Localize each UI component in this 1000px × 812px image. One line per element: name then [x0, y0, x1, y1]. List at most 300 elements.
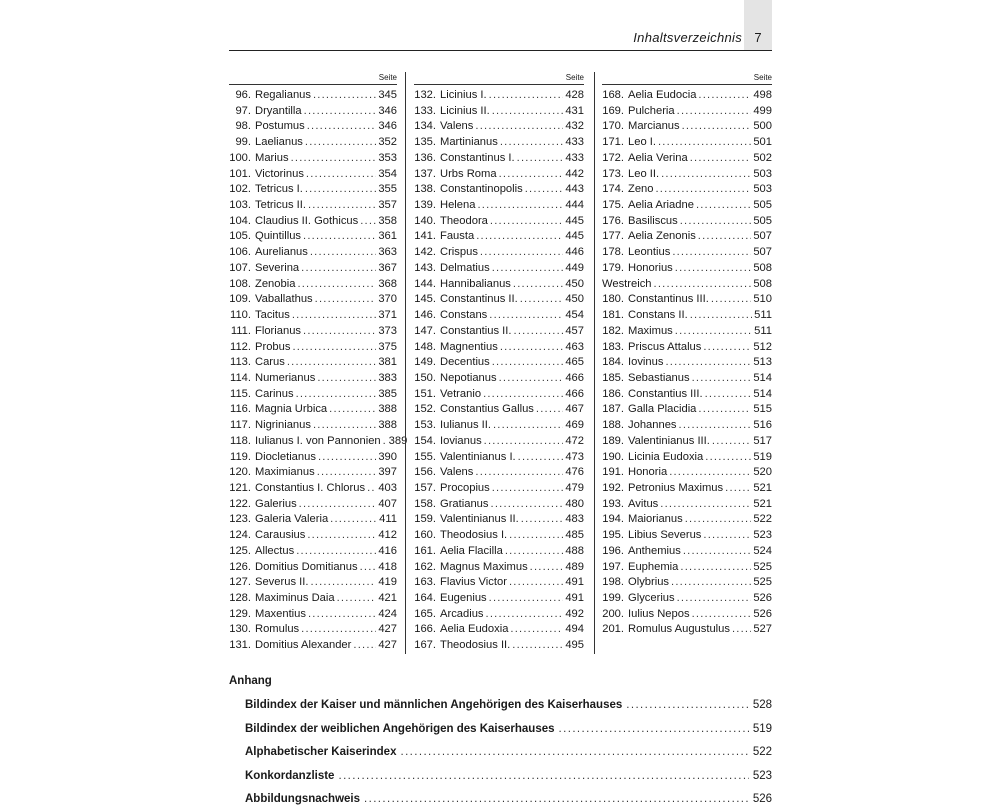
entry-page: 472	[565, 434, 584, 447]
dot-leader	[658, 135, 751, 151]
entry-number: 165.	[414, 607, 436, 620]
entry-name: Basiliscus	[628, 214, 678, 227]
toc-entry	[602, 387, 772, 403]
dot-leader	[308, 607, 376, 623]
dot-leader	[696, 198, 751, 214]
entry-page: 383	[378, 371, 397, 384]
entry-name: Delmatius	[440, 261, 490, 274]
toc-entry	[229, 638, 397, 654]
dot-leader	[305, 135, 376, 151]
toc-entry	[229, 371, 397, 387]
dot-leader	[360, 560, 377, 576]
entry-number: 144.	[414, 277, 436, 290]
entry-page: 491	[565, 576, 584, 589]
entry-name: Leo II.	[628, 167, 660, 180]
entry-name: Marcianus	[628, 120, 680, 133]
toc-entry	[229, 198, 397, 214]
dot-leader	[483, 387, 563, 403]
entry-name: Severus II.	[255, 576, 309, 589]
dot-leader	[317, 465, 377, 481]
entry-page: 352	[378, 136, 397, 149]
toc-entry	[414, 418, 584, 434]
entry-name: Theodosius II.	[440, 639, 511, 652]
toc-entry	[414, 622, 584, 638]
dot-leader	[489, 88, 564, 104]
entry-number: 148.	[414, 340, 436, 353]
dot-leader	[492, 104, 564, 120]
dot-leader	[330, 512, 377, 528]
entry-name: Constantinus I.	[440, 151, 515, 164]
entry-page: 516	[753, 419, 772, 432]
entry-page: 428	[565, 89, 584, 101]
toc-entry	[229, 481, 397, 497]
toc-entry	[602, 434, 772, 450]
anhang-entry-label: Konkordanzliste	[245, 769, 335, 782]
dot-leader	[500, 135, 564, 151]
entry-name: Florianus	[255, 324, 302, 337]
anhang-entry-label: Abbildungsnachweis	[245, 793, 361, 805]
entry-page: 445	[565, 214, 584, 227]
toc-entry	[414, 308, 584, 324]
toc-entry	[414, 182, 584, 198]
anhang-entry	[245, 718, 772, 742]
entry-page: 517	[753, 434, 772, 447]
entry-name: Maximus	[628, 324, 673, 337]
dot-leader	[492, 481, 564, 497]
toc-entry	[414, 465, 584, 481]
entry-number: 162.	[414, 560, 436, 573]
toc-entry	[602, 135, 772, 151]
entry-name: Maxentius	[255, 607, 306, 620]
toc-entry	[602, 622, 772, 638]
entry-page: 354	[378, 167, 397, 180]
dot-leader	[499, 371, 564, 387]
entry-name: Carausius	[255, 529, 306, 542]
entry-page: 375	[378, 340, 397, 353]
dot-leader	[329, 402, 376, 418]
entry-number: 117.	[230, 419, 251, 432]
entry-name: Carus	[255, 356, 285, 369]
dot-leader	[677, 591, 752, 607]
entry-number: 126.	[229, 560, 251, 573]
toc-entry	[414, 167, 584, 183]
entry-number: 104.	[229, 214, 251, 227]
seite-label: Seite	[414, 72, 584, 85]
entry-page: 512	[753, 340, 772, 353]
entry-number: 180.	[602, 293, 624, 306]
dot-leader	[677, 104, 752, 120]
entry-number: 185.	[602, 371, 624, 384]
entry-name: Valentinianus III.	[628, 434, 710, 447]
entry-page: 411	[379, 513, 397, 526]
entry-page: 416	[378, 544, 397, 557]
entry-page: 346	[378, 120, 397, 133]
entry-name: Zenobia	[255, 277, 296, 290]
toc-entry	[229, 135, 397, 151]
entry-number: 138.	[414, 183, 436, 196]
entry-name: Regalianus	[255, 89, 311, 101]
dot-leader	[338, 765, 748, 789]
entry-name: Numerianus	[255, 371, 316, 384]
entry-page: 526	[753, 592, 772, 604]
entry-name: Olybrius	[628, 576, 670, 589]
dot-leader	[475, 119, 563, 135]
entry-page: 388	[378, 419, 397, 432]
entry-page: 381	[378, 356, 397, 369]
entry-number: 183.	[602, 340, 624, 353]
entry-number: 161.	[414, 544, 436, 557]
dot-leader	[559, 718, 749, 742]
entry-page: 514	[753, 387, 772, 400]
entry-number: 190.	[602, 450, 624, 463]
toc-entry	[414, 261, 584, 277]
entry-page: 433	[565, 151, 584, 164]
entry-name: Euphemia	[628, 560, 679, 573]
toc-entry	[414, 575, 584, 591]
toc-entry	[414, 387, 584, 403]
dot-leader	[705, 450, 751, 466]
dot-leader	[536, 402, 563, 418]
toc-entry	[229, 544, 397, 560]
entry-name: Flavius Victor	[440, 576, 507, 589]
entry-name: Tetricus II.	[255, 199, 306, 212]
entry-page: 524	[753, 544, 772, 557]
entry-name: Urbs Roma	[440, 167, 497, 180]
toc-entry	[414, 151, 584, 167]
dot-leader	[517, 151, 564, 167]
anhang-entry	[245, 741, 772, 765]
column-divider	[405, 72, 406, 654]
entry-number: 196.	[602, 544, 624, 557]
toc-entry	[602, 575, 772, 591]
toc-entry	[229, 387, 397, 403]
toc-entry	[414, 544, 584, 560]
entry-number: 121.	[229, 481, 251, 494]
entry-page: 371	[378, 309, 397, 322]
entry-name: Constantius III.	[628, 387, 703, 400]
entry-name: Domitius Domitianus	[255, 560, 358, 573]
entry-name: Crispus	[440, 246, 478, 259]
entry-name: Aelia Eudocia	[628, 89, 697, 101]
entry-number: 193.	[602, 497, 624, 510]
entry-name: Aelia Ariadne	[628, 199, 694, 212]
dot-leader	[680, 560, 751, 576]
toc-entry	[229, 434, 408, 450]
dot-leader	[703, 528, 751, 544]
entry-name: Romulus	[255, 623, 300, 636]
dot-leader	[310, 245, 376, 261]
dot-leader	[732, 622, 751, 638]
toc-entry	[229, 497, 397, 513]
entry-page: 389	[388, 434, 408, 447]
entry-name: Constans	[440, 309, 488, 322]
entry-number: 187.	[602, 403, 624, 416]
entry-name: Helena	[440, 199, 476, 212]
dot-leader	[525, 182, 564, 198]
toc-entry	[414, 277, 584, 293]
entry-number: 151.	[414, 387, 436, 400]
toc-entry	[414, 292, 584, 308]
toc-entry	[414, 104, 584, 120]
dot-leader	[292, 308, 377, 324]
entry-page: 418	[378, 560, 397, 573]
toc-entry	[602, 229, 772, 245]
entry-number: 167.	[414, 639, 436, 652]
toc-entry	[602, 214, 772, 230]
entry-name: Westreich	[602, 277, 652, 290]
entry-number: 140.	[414, 214, 436, 227]
toc-entry	[229, 277, 397, 293]
entry-name: Priscus Attalus	[628, 340, 702, 353]
dot-leader	[513, 277, 563, 293]
entry-number: 150.	[414, 371, 436, 384]
entry-page: 473	[565, 450, 584, 463]
toc-entry	[602, 308, 772, 324]
toc-entry	[229, 324, 397, 340]
entry-number: 155.	[414, 450, 436, 463]
toc-entry	[229, 182, 397, 198]
entry-page: 446	[565, 246, 584, 259]
entry-number: 118.	[230, 434, 251, 447]
anhang-entry	[245, 765, 772, 789]
entry-name: Valentinianus I.	[440, 450, 516, 463]
entry-number: 199.	[602, 592, 624, 604]
toc-entry	[414, 434, 584, 450]
entry-name: Constantinus II.	[440, 293, 518, 306]
toc-entry	[602, 512, 772, 528]
dot-leader	[317, 371, 376, 387]
dot-leader	[692, 371, 752, 387]
dot-leader	[654, 277, 752, 293]
entry-name: Decentius	[440, 356, 490, 369]
toc-entry	[414, 560, 584, 576]
dot-leader	[477, 198, 563, 214]
entry-number: 131.	[229, 639, 251, 652]
entry-name: Honoria	[628, 466, 668, 479]
toc-entry	[602, 402, 772, 418]
toc-entry	[602, 151, 772, 167]
anhang-entry-label: Bildindex der weiblichen Angehörigen des Kaiserhauses	[245, 722, 555, 735]
entry-number: 168.	[602, 89, 624, 101]
toc-column-2	[414, 72, 584, 654]
entry-number: 160.	[414, 529, 436, 542]
entry-page: 390	[378, 450, 397, 463]
entry-page: 450	[565, 277, 584, 290]
entry-name: Licinia Eudoxia	[628, 450, 704, 463]
toc-entry	[414, 198, 584, 214]
entry-number: 177.	[602, 230, 624, 243]
column-divider	[594, 72, 595, 654]
toc-entry	[602, 324, 772, 340]
entry-number: 189.	[602, 434, 624, 447]
entry-page: 483	[565, 513, 584, 526]
entry-page: 427	[378, 639, 397, 652]
entry-name: Marius	[255, 151, 289, 164]
entry-number: 154.	[414, 434, 436, 447]
toc-entry	[414, 371, 584, 387]
dot-leader	[703, 340, 751, 356]
seite-label: Seite	[229, 72, 397, 85]
dot-leader	[480, 245, 563, 261]
toc-entry	[414, 355, 584, 371]
entry-page: 358	[378, 214, 397, 227]
entry-page: 502	[753, 151, 772, 164]
entry-name: Anthemius	[628, 544, 681, 557]
entry-name: Constantius I. Chlorus	[255, 481, 366, 494]
entry-page: 476	[565, 466, 584, 479]
dot-leader	[510, 622, 563, 638]
entry-page: 505	[753, 214, 772, 227]
entry-name: Aelia Verina	[628, 151, 688, 164]
entry-number: 122.	[229, 497, 251, 510]
entry-name: Nepotianus	[440, 371, 497, 384]
entry-name: Theodora	[440, 214, 488, 227]
dot-leader	[313, 88, 376, 104]
dot-leader	[291, 151, 377, 167]
entry-number: 101.	[229, 167, 251, 180]
entry-name: Leo I.	[628, 136, 656, 149]
dot-leader	[297, 277, 376, 293]
entry-number: 194.	[602, 513, 624, 526]
toc-entry	[229, 104, 397, 120]
entry-name: Domitius Alexander	[255, 639, 352, 652]
toc-entry	[229, 575, 397, 591]
entry-number: 174.	[602, 183, 624, 196]
entry-number: 108.	[229, 277, 251, 290]
toc-entry	[602, 591, 772, 607]
entry-page: 507	[753, 246, 772, 259]
toc-entry	[602, 182, 772, 198]
entry-name: Aelia Flacilla	[440, 544, 503, 557]
entry-page: 508	[753, 261, 772, 274]
entry-number: 158.	[414, 497, 436, 510]
dot-leader	[493, 418, 563, 434]
dot-leader	[680, 214, 752, 230]
toc-entry	[414, 245, 584, 261]
dot-leader	[661, 167, 751, 183]
entry-number: 111.	[230, 324, 251, 337]
entry-number: 119.	[230, 450, 251, 463]
entry-name: Magnia Urbica	[255, 403, 328, 416]
entry-number: 113.	[230, 356, 251, 369]
entry-page: 424	[378, 607, 397, 620]
entry-number: 99.	[235, 136, 251, 149]
entry-name: Iulianus I. von Pannonien	[255, 434, 381, 447]
entry-page: 501	[753, 136, 772, 149]
entry-number: 120.	[229, 466, 251, 479]
dot-leader	[671, 575, 751, 591]
entry-number: 171.	[602, 136, 624, 149]
dot-leader	[705, 387, 752, 403]
anhang-list	[245, 694, 772, 812]
entry-page: 469	[565, 419, 584, 432]
dot-leader	[367, 481, 376, 497]
entry-name: Honorius	[628, 261, 673, 274]
entry-page: 467	[565, 403, 584, 416]
entry-page: 525	[753, 576, 772, 589]
entry-name: Hannibalianus	[440, 277, 511, 290]
dot-leader	[698, 88, 751, 104]
entry-number: 102.	[229, 183, 251, 196]
entry-page: 421	[378, 592, 397, 604]
toc-entry	[414, 591, 584, 607]
toc-entry	[229, 308, 397, 324]
toc-entry	[602, 607, 772, 623]
entry-number: 143.	[414, 261, 436, 274]
entry-name: Licinius I.	[440, 89, 487, 101]
dot-leader	[656, 182, 752, 198]
entry-page: 427	[378, 623, 397, 636]
toc-entry	[414, 512, 584, 528]
entry-number: 156.	[414, 466, 436, 479]
dot-leader	[337, 591, 377, 607]
entry-page: 433	[565, 136, 584, 149]
entry-number: 129.	[229, 607, 251, 620]
entry-page: 373	[378, 324, 397, 337]
dot-leader	[301, 622, 376, 638]
entry-name: Magnentius	[440, 340, 498, 353]
entry-number: 181.	[602, 309, 624, 322]
dot-leader	[675, 324, 752, 340]
entry-name: Dryantilla	[255, 104, 302, 117]
dot-leader	[698, 229, 752, 245]
entry-number: 200.	[602, 607, 624, 620]
dot-leader	[303, 229, 376, 245]
toc-column-1	[229, 72, 408, 654]
entry-name: Johannes	[628, 419, 677, 432]
toc-entry	[602, 245, 772, 261]
entry-page: 465	[565, 356, 584, 369]
dot-leader	[475, 465, 563, 481]
anhang-entry-page: 522	[752, 746, 772, 758]
entry-number: 157.	[414, 481, 436, 494]
entry-page: 503	[753, 167, 772, 180]
dot-leader	[520, 292, 564, 308]
entry-name: Iulius Nepos	[628, 607, 690, 620]
entry-number: 153.	[414, 419, 436, 432]
toc-entry	[229, 528, 397, 544]
entry-number: 152.	[414, 403, 436, 416]
entry-number: 130.	[229, 623, 251, 636]
entry-name: Fausta	[440, 230, 475, 243]
entry-number: 137.	[414, 167, 436, 180]
dot-leader	[486, 607, 564, 623]
entry-page: 442	[565, 167, 584, 180]
dot-leader	[313, 418, 376, 434]
entry-page: 499	[753, 104, 772, 117]
entry-page: 357	[378, 199, 397, 212]
entry-page: 520	[753, 466, 772, 479]
entry-number: 96.	[235, 89, 251, 101]
entry-page: 463	[565, 340, 584, 353]
toc-entry	[602, 528, 772, 544]
toc-entry	[229, 622, 397, 638]
toc-entry	[414, 135, 584, 151]
entry-number: 176.	[602, 214, 624, 227]
entry-page: 527	[753, 623, 772, 636]
dot-leader	[500, 340, 563, 356]
dot-leader	[521, 512, 564, 528]
entry-page: 525	[753, 560, 772, 573]
anhang-entry-label: Bildindex der Kaiser und männlichen Angehörigen des Kaiserhauses	[245, 699, 623, 711]
dot-leader	[307, 119, 377, 135]
anhang-entry-page: 528	[752, 699, 772, 711]
entry-number: 132.	[414, 89, 436, 101]
entry-number: 112.	[230, 340, 251, 353]
dot-leader	[383, 434, 387, 450]
dot-leader	[315, 292, 377, 308]
entry-number: 133.	[414, 104, 436, 117]
